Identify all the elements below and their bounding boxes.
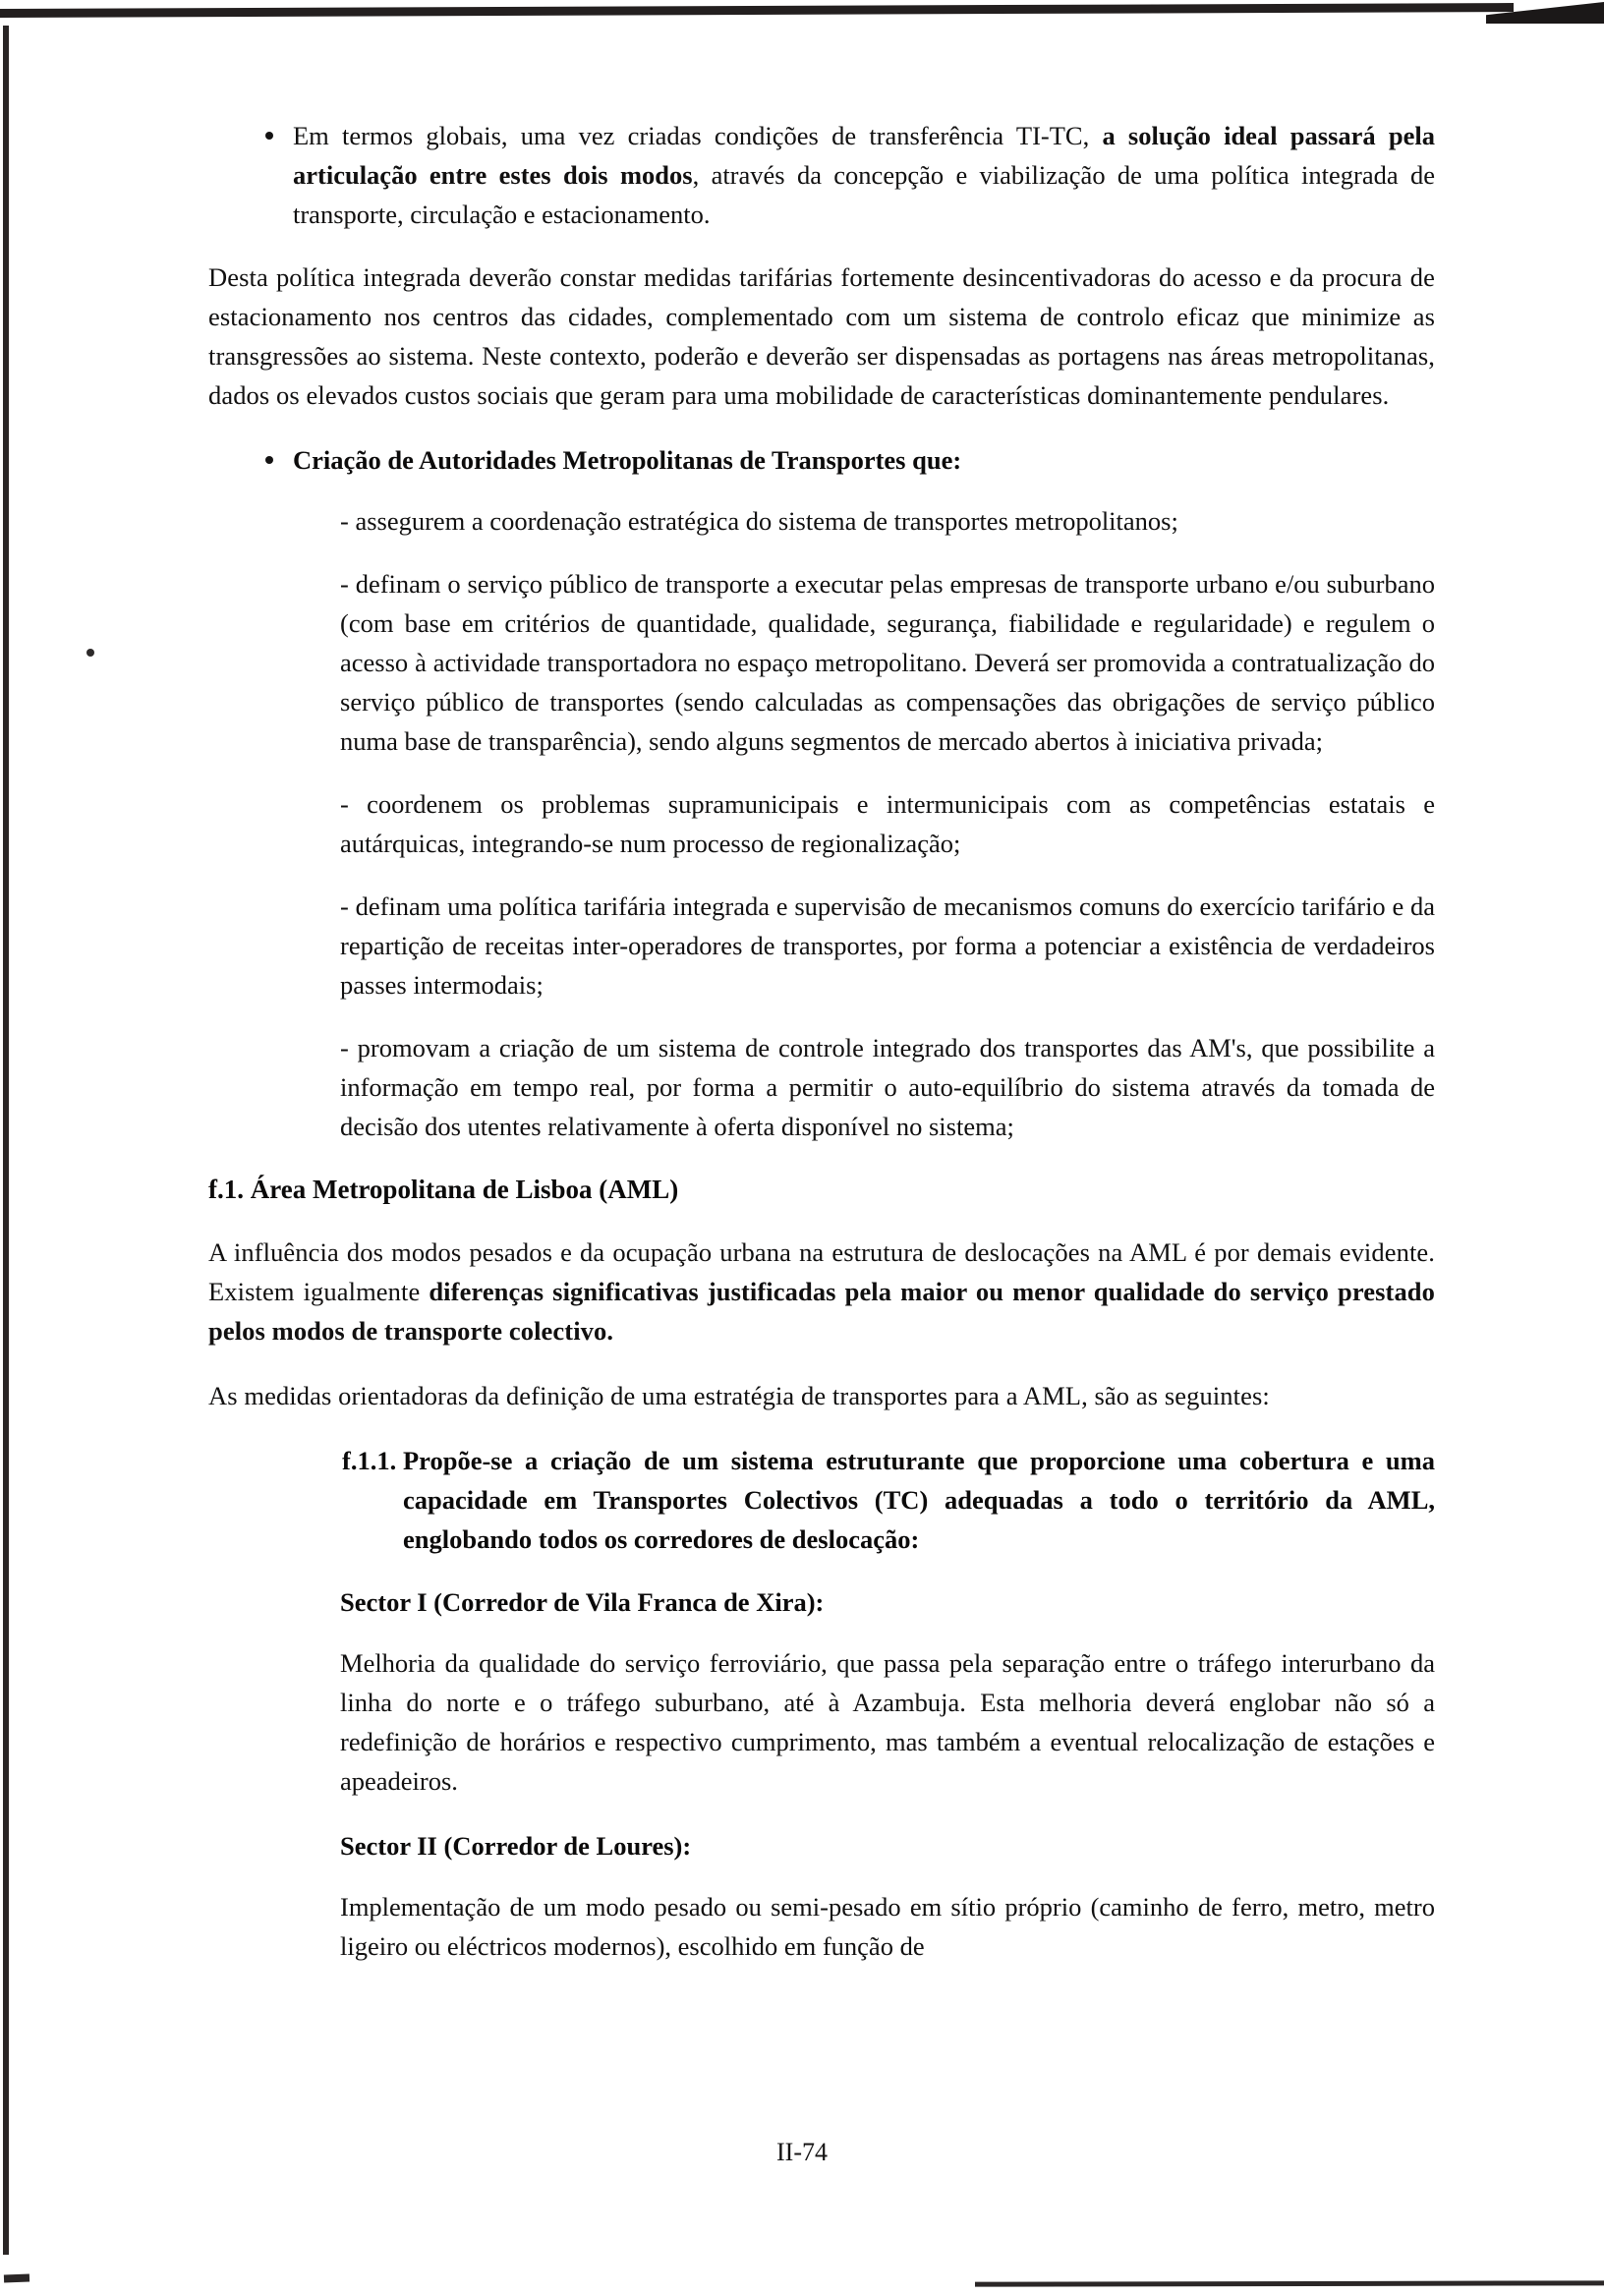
bullet-dot-icon	[265, 456, 273, 464]
dash-item-coordenacao-estrategica: - assegurem a coordenação estratégica do sistema de transportes metropolitanos;	[340, 506, 1178, 536]
paragraph-influencia-bold: diferenças significativas justificadas pela maior ou menor qualidade do serviço prestado pelos modos de transporte colectivo.	[208, 1277, 1435, 1346]
scan-artifact-left-edge	[0, 26, 12, 2257]
bullet-text-tail: , através da concepção e viabilização de uma política integrada de transporte, circulação e estacionamento.	[293, 160, 1435, 229]
dash-item-sistema-controle-integrado: - promovam a criação de um sistema de controle integrado dos transportes das AM's, que possibilite a informação em tempo real, por forma a permitir o auto-equilíbrio do sistema através da tomada de decisão dos utentes relativamente à oferta disponível no sistema;	[340, 1033, 1435, 1141]
section-heading-f1-aml: f.1. Área Metropolitana de Lisboa (AML)	[208, 1175, 679, 1204]
dash-item-problemas-supramunicipais: - coordenem os problemas supramunicipais e intermunicipais com as competências estatais e autárquicas, integrando-se num processo de regionalização;	[340, 789, 1435, 858]
page-content	[208, 116, 1435, 1991]
paragraph-desta-politica: Desta política integrada deverão constar medidas tarifárias fortemente desincentivadoras do acesso e da procura de estacionamento nos centros das cidades, complementado com um sistema de controlo eficaz que minimize as transgressões ao sistema. Neste contexto, poderão e deverão ser dispensadas as portagens nas áreas metropolitanas, dados os elevados custos sociais que geram para uma mobilidade de características dominantemente pendulares.	[208, 262, 1435, 410]
bullet-dot-icon	[265, 132, 273, 140]
paragraph-influencia-modos-pesados	[208, 1233, 1435, 1350]
bullet-item-transferencia	[208, 116, 1435, 234]
paragraph-medidas-orientadoras: As medidas orientadoras da definição de uma estratégia de transportes para a AML, são as seguintes:	[208, 1381, 1270, 1410]
bullet-heading-autoridades-metropolitanas	[208, 440, 1435, 480]
numbered-item-text: Propõe-se a criação de um sistema estruturante que proporcione uma cobertura e uma capacidade em Transportes Colectivos (TC) adequadas a todo o território da AML, englobando todos os corredores de deslocação:	[403, 1446, 1435, 1554]
dash-item-politica-tarifaria: - definam uma política tarifária integrada e supervisão de mecanismos comuns do exercício tarifário e da repartição de receitas inter-operadores de transportes, por forma a potenciar a existência de verdadeiros passes intermodais;	[340, 891, 1435, 1000]
paragraph-sector-2-body: Implementação de um modo pesado ou semi-pesado em sítio próprio (caminho de ferro, metro, metro ligeiro ou eléctricos modernos), escolhido em função de	[340, 1892, 1435, 1961]
bullet-text-lead: Em termos globais, uma vez criadas condições de transferência TI-TC,	[293, 121, 1103, 150]
numbered-item-f11	[208, 1441, 1435, 1559]
page-number-footer: II-74	[776, 2138, 828, 2166]
sub-heading-sector-2: Sector II (Corredor de Loures):	[340, 1831, 692, 1861]
sub-heading-sector-1: Sector I (Corredor de Vila Franca de Xira):	[340, 1587, 825, 1617]
numbered-item-label: f.1.1.	[342, 1446, 397, 1475]
paragraph-sector-1-body: Melhoria da qualidade do serviço ferroviário, que passa pela separação entre o tráfego interurbano da linha do norte e o tráfego suburbano, até à Azambuja. Esta melhoria deverá englobar não só a redefinição de horários e respectivo cumprimento, mas também a eventual relocalização de estações e apeadeiros.	[340, 1648, 1435, 1796]
bullet-heading-label: Criação de Autoridades Metropolitanas de Transportes que:	[293, 445, 962, 475]
scan-artifact-top-edge	[0, 0, 1604, 26]
scan-artifact-speck	[86, 649, 94, 657]
dash-item-servico-publico: - definam o serviço público de transporte a executar pelas empresas de transporte urbano e/ou suburbano (com base em critérios de quantidade, qualidade, segurança, fiabilidade e regularidade) e regulem o acesso à actividade transportadora no espaço metropolitano. Deverá ser promovida a contratualização do serviço público de transportes (sendo calculadas as compensações das obrigações de serviço público numa base de transparência), sendo alguns segmentos de mercado abertos à iniciativa privada;	[340, 569, 1435, 756]
bullet-text-bold: a solução ideal passará pela articulação entre estes dois modos	[293, 121, 1435, 190]
scan-artifact-bottom-edge	[0, 2257, 1604, 2296]
paragraph-influencia-lead: A influência dos modos pesados e da ocupação urbana na estrutura de deslocações na AML é por demais evidente. Existem igualmente	[208, 1237, 1435, 1306]
